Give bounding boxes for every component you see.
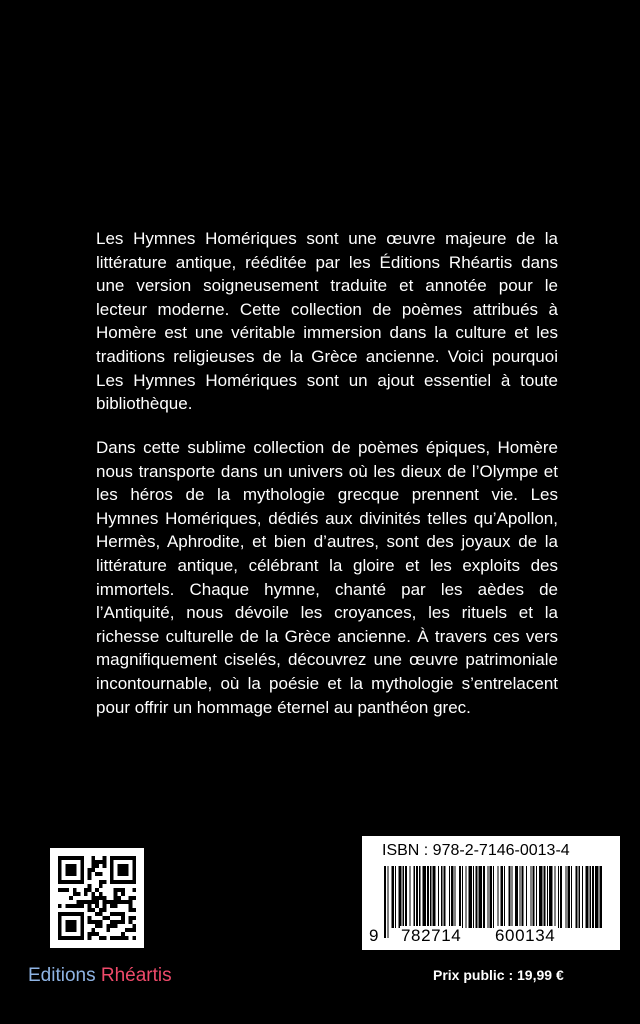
publisher-logo bbox=[28, 965, 172, 987]
barcode-digits-left: 782714 bbox=[401, 926, 462, 945]
description-paragraph-1: Les Hymnes Homériques sont une œuvre majeure de la littérature antique, rééditée par les Éditions Rhéartis dans une version soigneusement traduite et annotée pour le lecteur moderne. Cette collection de poèmes attribués à Homère est une véritable immersion dans la culture et les traditions religieuses de la Grèce ancienne. Voici pourquoi Les Hymnes Homériques sont un ajout essentiel à toute bibliothèque. bbox=[96, 229, 558, 414]
barcode-digits-right: 600134 bbox=[495, 926, 556, 945]
isbn-barcode bbox=[362, 836, 620, 950]
isbn-label: ISBN : 978-2-7146-0013-4 bbox=[382, 842, 570, 859]
publisher-name-part1: Editions bbox=[28, 965, 101, 986]
description-paragraph-2: Dans cette sublime collection de poèmes épiques, Homère nous transporte dans un univers où les dieux de l’Olympe et les héros de la mythologie grecque prennent vie. Les Hymnes Homériques, dédiés aux divinités telles qu’Apollon, Hermès, Aphrodite, et bien d’autres, sont des joyaux de la littérature antique, célébrant la gloire et les exploits des immortels. Chaque hymne, chanté par les aèdes de l’Antiquité, nous dévoile les croyances, les rituels et la richesse culturelle de la Grèce ancienne. À travers ces vers magnifiquement ciselés, découvrez une œuvre patrimoniale incontournable, où la poésie et la mythologie s’entrelacent pour offrir un hommage éternel au panthéon grec. bbox=[96, 438, 558, 717]
price-label: Prix public : 19,99 € bbox=[433, 967, 564, 983]
qr-code-icon bbox=[50, 848, 144, 948]
publisher-name-part2: Rhéartis bbox=[100, 965, 172, 986]
barcode-digit-first: 9 bbox=[369, 926, 379, 945]
